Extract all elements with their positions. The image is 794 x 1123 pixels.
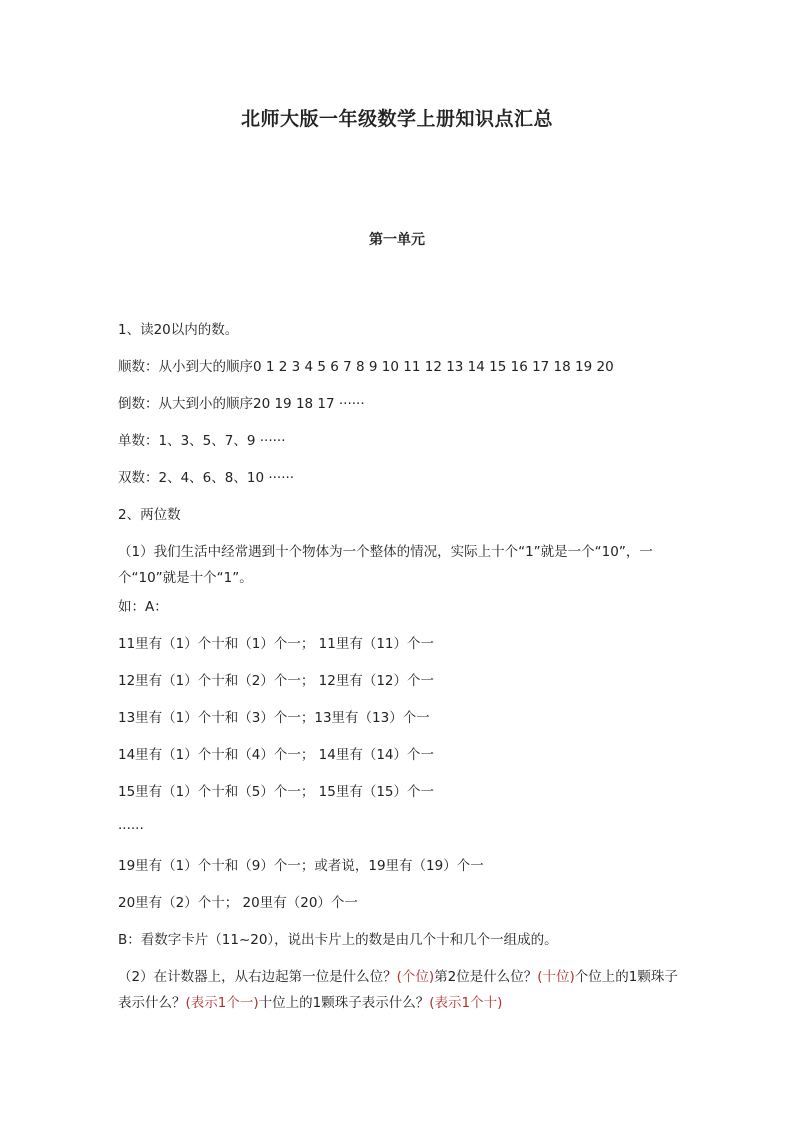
text-line: 顺数：从小到大的顺序0 1 2 3 4 5 6 7 8 9 10 11 12 13 14 15 16 17 18 19 20 [118, 359, 614, 375]
text-line: B：看数字卡片（11~20），说出卡片上的数是由几个十和几个一组成的。 [118, 932, 558, 948]
text-line: 13里有（1）个十和（3）个一；13里有（13）个一 [118, 710, 430, 726]
text-line: 15里有（1）个十和（5）个一； 15里有（15）个一 [118, 784, 435, 800]
page-title: 北师大版一年级数学上册知识点汇总 [240, 108, 553, 130]
text-line: 单数：1、3、5、7、9 ······ [118, 433, 286, 449]
text-line: 双数：2、4、6、8、10 ······ [118, 470, 295, 486]
text-line: 14里有（1）个十和（4）个一； 14里有（14）个一 [118, 747, 435, 763]
document-body [118, 321, 684, 1023]
answer-text: (表示1个十) [429, 995, 503, 1011]
text-line: ······ [118, 821, 144, 837]
text-line: 1、读20以内的数。 [118, 322, 239, 338]
text-line: 12里有（1）个十和（2）个一； 12里有（12）个一 [118, 673, 435, 689]
text-line: 20里有（2）个十； 20里有（20）个一 [118, 895, 358, 911]
question-part: 十位上的1颗珠子表示什么？ [258, 995, 430, 1011]
answer-text: (表示1个一) [185, 995, 259, 1011]
question-part: 个位上的1颗珠子表示什么？ [118, 969, 678, 1011]
text-line: 2、两位数 [118, 507, 181, 523]
question-part: 第2位是什么位？ [434, 969, 538, 985]
answer-text: (个位) [396, 969, 435, 985]
unit-heading: 第一单元 [369, 232, 425, 248]
text-line: 如：A： [118, 599, 168, 615]
text-paragraph-last [118, 964, 684, 1016]
text-line: 11里有（1）个十和（1）个一； 11里有（11）个一 [118, 636, 435, 652]
answer-text: (十位) [537, 969, 575, 985]
text-paragraph: （1）我们生活中经常遇到十个物体为一个整体的情况，实际上十个“1”就是一个“10”，一个“10”就是十个“1”。 [118, 544, 653, 586]
text-line: 19里有（1）个十和（9）个一；或者说，19里有（19）个一 [118, 858, 484, 874]
text-line: 倒数：从大到小的顺序20 19 18 17 ······ [118, 396, 365, 412]
question-part: （2）在计数器上，从右边起第一位是什么位？ [118, 969, 397, 985]
